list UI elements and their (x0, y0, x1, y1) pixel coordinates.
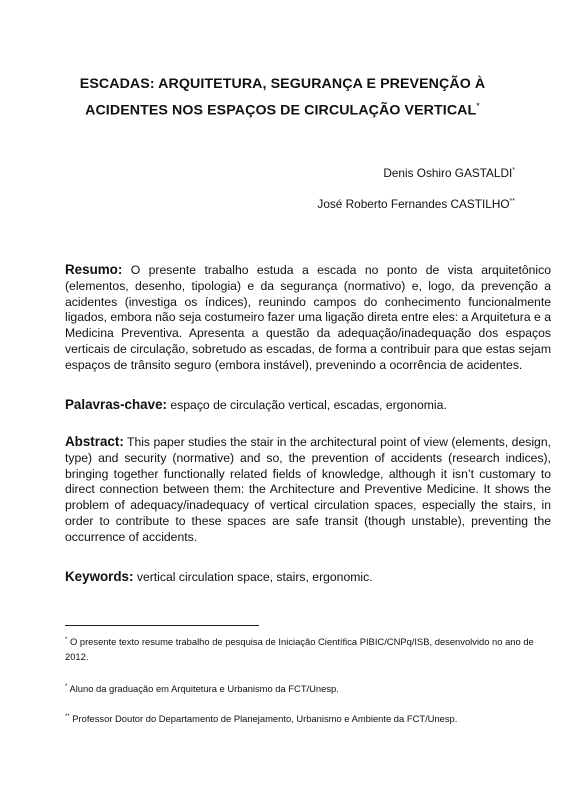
footnote-1 (65, 633, 545, 664)
palavras-chave-text: espaço de circulação vertical, escadas, ergonomia. (170, 398, 447, 412)
resumo-text: O presente trabalho estuda a escada no ponto de vista arquitetônico (elementos, desenho, tipologia) e da segurança (normativo) e, logo, da prevenção a acidentes (investiga os índices), reunindo campos do conhecimento funcionalmente ligados, embora não seja costumeiro fazer uma ligação direta entre eles: a Arquitetura e a Medicina Preventiva. Apresenta a questão da adequação/inadequação dos espaços verticais de circulação, sobretudo as escadas, de forma a contribuir para que estas sejam espaços de trânsito seguro (embora instável), prevenindo a ocorrência de acidentes. (65, 263, 551, 372)
author-2-mark: ** (509, 198, 515, 205)
author-1-mark: * (512, 167, 515, 174)
author-1-name: Denis Oshiro GASTALDI (383, 166, 513, 180)
footnote-1-text: O presente texto resume trabalho de pesquisa de Iniciação Científica PIBIC/CNPq/ISB, desenvolvido no ano de 2012. (65, 636, 534, 662)
footnote-1-mark: * (65, 637, 68, 643)
footnote-divider (65, 625, 259, 626)
palavras-chave-label: Palavras-chave: (65, 397, 167, 412)
title-footnote-mark: * (476, 101, 480, 111)
keywords-paragraph (65, 569, 551, 586)
footnote-2-text: Aluno da graduação em Arquitetura e Urbanismo da FCT/Unesp. (69, 683, 339, 694)
footnote-3-text: Professor Doutor do Departamento de Planejamento, Urbanismo e Ambiente da FCT/Unesp. (72, 713, 458, 724)
footnote-3 (65, 710, 545, 726)
resumo-label: Resumo: (65, 262, 123, 277)
abstract-paragraph (65, 434, 551, 546)
footnote-2-mark: * (65, 684, 68, 690)
footnote-3-mark: ** (65, 714, 70, 720)
keywords-text: vertical circulation space, stairs, ergonomic. (136, 570, 373, 584)
author-2-name: José Roberto Fernandes CASTILHO (317, 197, 510, 211)
author-2 (317, 197, 515, 211)
abstract-label: Abstract: (65, 434, 124, 449)
resumo-paragraph (65, 262, 551, 374)
paper-title (40, 73, 525, 122)
title-line-2: ACIDENTES NOS ESPAÇOS DE CIRCULAÇÃO VERTICAL (85, 102, 477, 119)
abstract-text: This paper studies the stair in the architectural point of view (elements, design, type) and security (normative) and so, the prevention of accidents (research indices), bringing together functionally related fields of knowledge, although it isn’t customary to direct connection between them: the Architecture and Preventive Medicine. It shows the problem of adequacy/inadequacy of vertical circulation spaces, especially the stairs, in order to contribute to these spaces are safe transit (though unstable), preventing the occurrence of accidents. (65, 435, 551, 544)
footnote-2 (65, 680, 545, 696)
title-line-1: ESCADAS: ARQUITETURA, SEGURANÇA E PREVENÇÃO À (79, 76, 486, 92)
keywords-label: Keywords: (65, 569, 134, 584)
author-1 (383, 166, 515, 180)
palavras-chave-paragraph (65, 397, 551, 414)
